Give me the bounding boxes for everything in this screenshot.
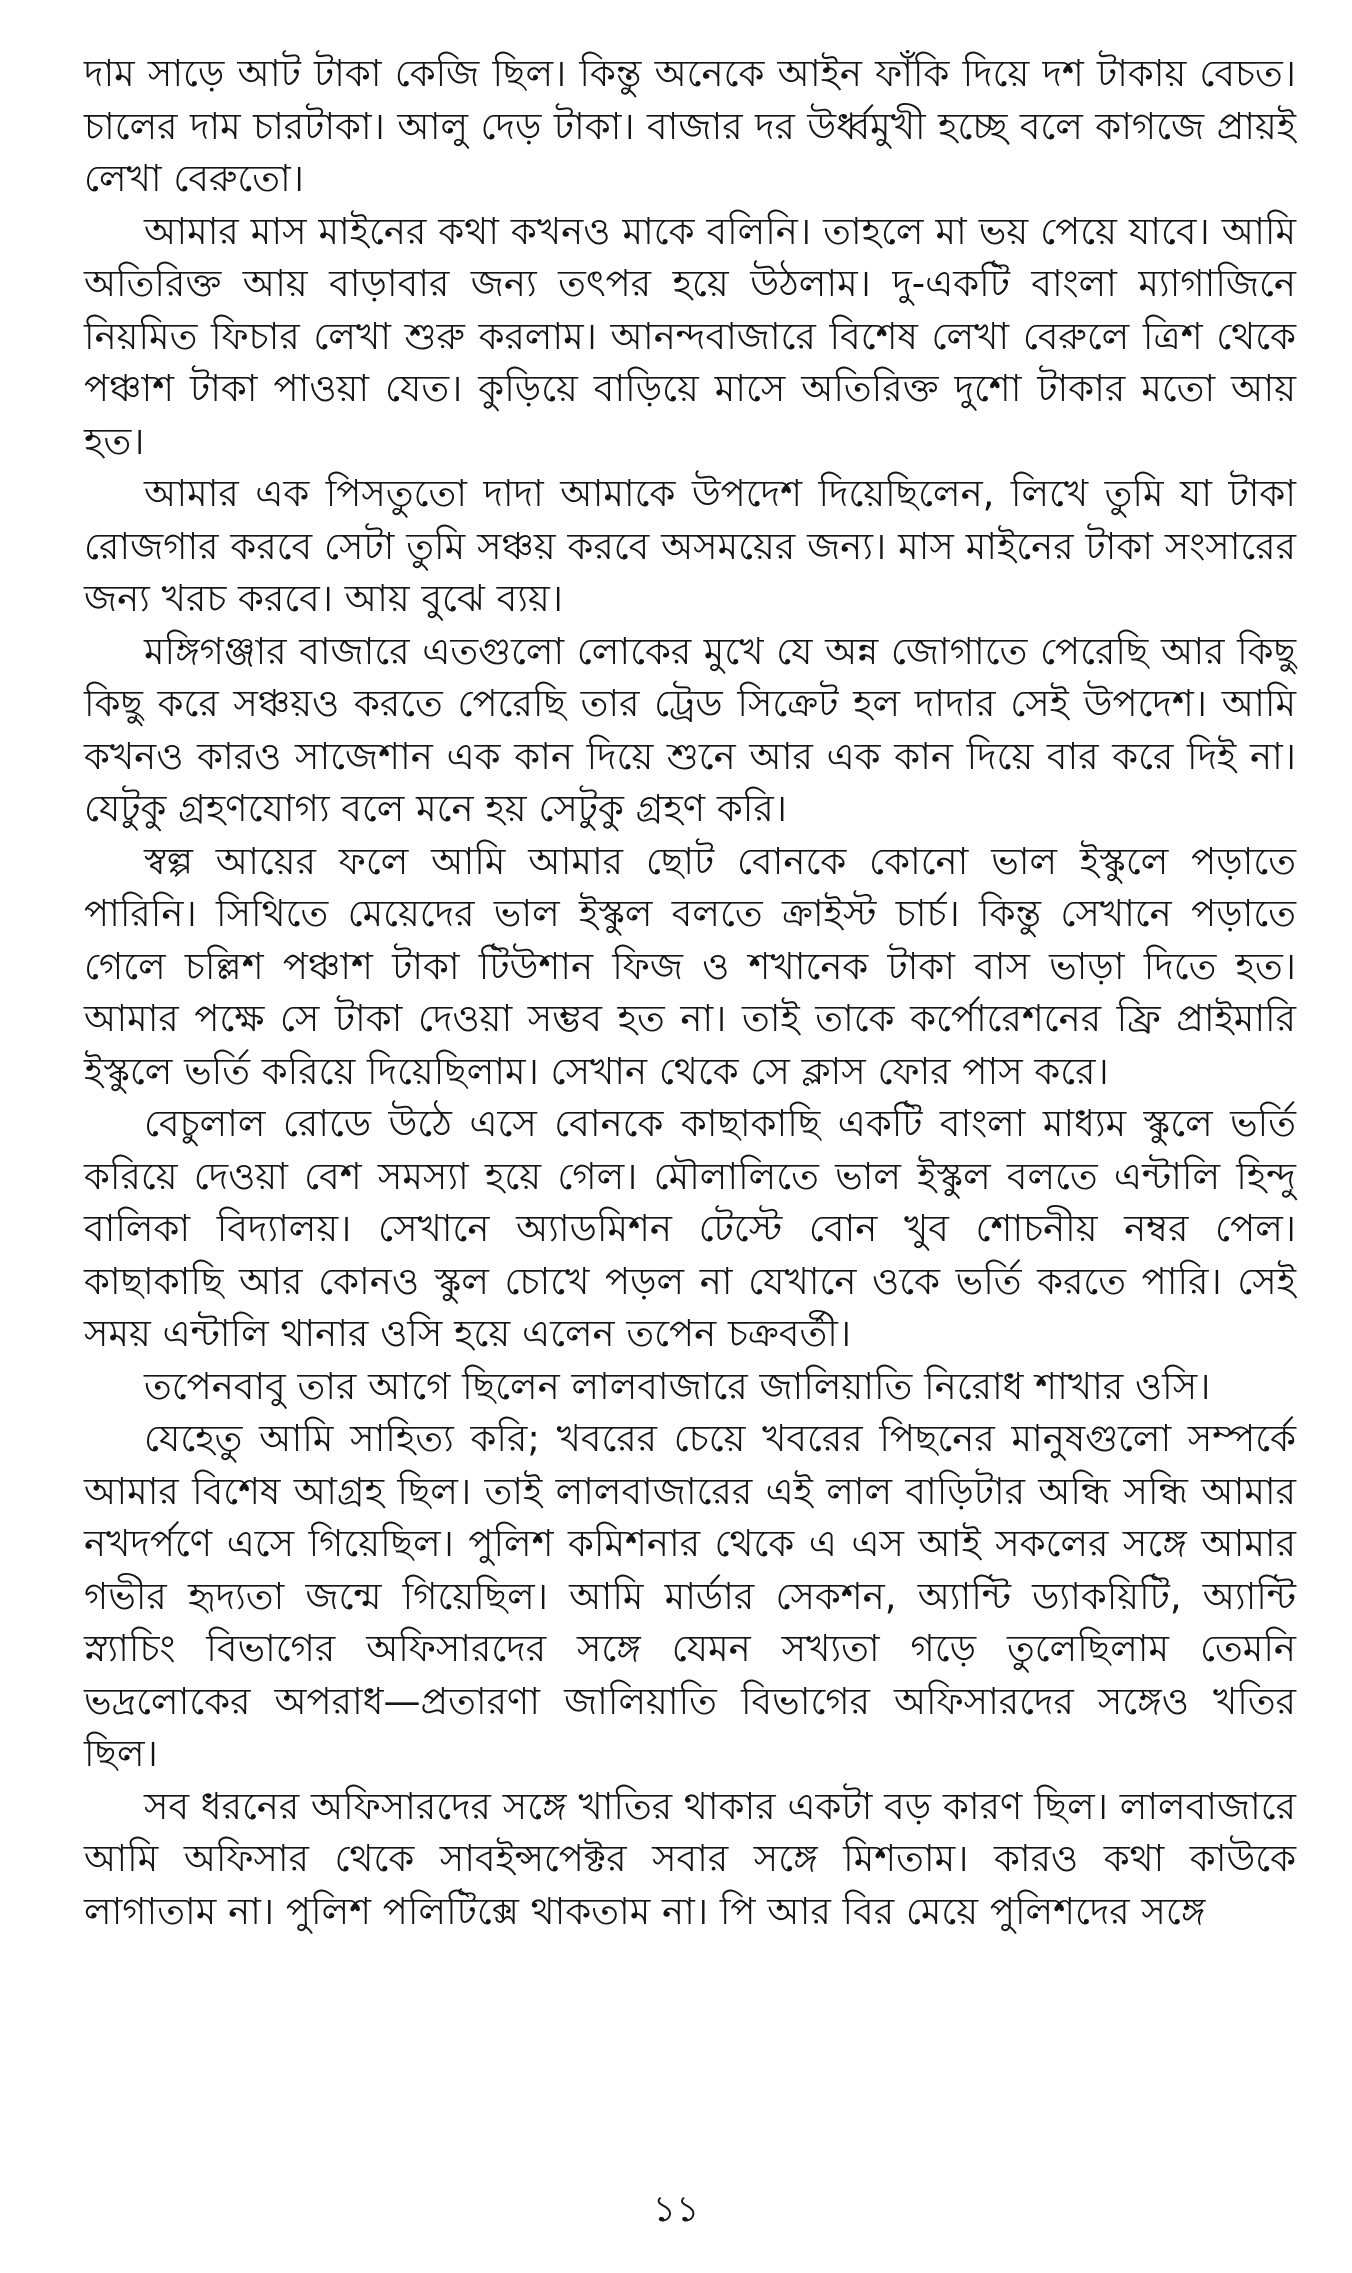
paragraph-2: আমার মাস মাইনের কথা কখনও মাকে বলিনি। তাহলে মা ভয় পেয়ে যাবে। আমি অতিরিক্ত আয় বাড়াবার জন্য তৎপর হয়ে উঠলাম। দু-একটি বাংলা ম্যাগাজিনে নিয়মিত ফিচার লেখা শুরু করলাম। আনন্দবাজারে বিশেষ লেখা বেরুলে ত্রিশ থেকে পঞ্চাশ টাকা পাওয়া যেত। কুড়িয়ে বাড়িয়ে মাসে অতিরিক্ত দুশো টাকার মতো আয় হত। [84, 209, 1296, 463]
paragraph-3: আমার এক পিসতুতো দাদা আমাকে উপদেশ দিয়েছিলেন, লিখে তুমি যা টাকা রোজগার করবে সেটা তুমি সঞ্চয় করবে অসময়ের জন্য। মাস মাইনের টাকা সংসারের জন্য খরচ করবে। আয় বুঝে ব্যয়। [84, 472, 1296, 620]
paragraph-9: সব ধরনের অফিসারদের সঙ্গে খাতির থাকার একটা বড় কারণ ছিল। লালবাজারে আমি অফিসার থেকে সাবইন্সপেক্টর সবার সঙ্গে মিশতাম। কারও কথা কাউকে লাগাতাম না। পুলিশ পলিটিক্সে থাকতাম না। পি আর বির মেয়ে পুলিশদের সঙ্গে [84, 1784, 1296, 1933]
paragraph-8: যেহেতু আমি সাহিত্য করি; খবরের চেয়ে খবরের পিছনের মানুষগুলো সম্পর্কে আমার বিশেষ আগ্রহ ছিল। তাই লালবাজারের এই লাল বাড়িটার অন্ধি সন্ধি আমার নখদর্পণে এসে গিয়েছিল। পুলিশ কমিশনার থেকে এ এস আই সকলের সঙ্গে আমার গভীর হৃদ্যতা জন্মে গিয়েছিল। আমি মার্ডার সেকশন, অ্যান্টি ড্যাকয়িটি, অ্যান্টি স্ন্যাচিং বিভাগের অফিসারদের সঙ্গে যেমন সখ্যতা গড়ে তুলেছিলাম তেমনি ভদ্রলোকের অপরাধ—প্রতারণা জালিয়াতি বিভাগের অফিসারদের সঙ্গেও খতির ছিল। [84, 1417, 1296, 1775]
page-number: ১১ [652, 2189, 700, 2230]
paragraph-5: স্বল্প আয়ের ফলে আমি আমার ছোট বোনকে কোনো ভাল ইস্কুলে পড়াতে পারিনি। সিথিতে মেয়েদের ভাল ইস্কুল বলতে ক্রাইস্ট চার্চ। কিন্তু সেখানে পড়াতে গেলে চল্লিশ পঞ্চাশ টাকা টিউশান ফিজ ও শখানেক টাকা বাস ভাড়া দিতে হত। আমার পক্ষে সে টাকা দেওয়া সম্ভব হত না। তাই তাকে কর্পোরেশনের ফ্রি প্রাইমারি ইস্কুলে ভর্তি করিয়ে দিয়েছিলাম। সেখান থেকে সে ক্লাস ফোর পাস করে। [84, 839, 1296, 1093]
page-body-text [84, 48, 1296, 1938]
paragraph-6: বেচুলাল রোডে উঠে এসে বোনকে কাছাকাছি একটি বাংলা মাধ্যম স্কুলে ভর্তি করিয়ে দেওয়া বেশ সমস্যা হয়ে গেল। মৌলালিতে ভাল ইস্কুল বলতে এন্টালি হিন্দু বালিকা বিদ্যালয়। সেখানে অ্যাডমিশন টেস্টে বোন খুব শোচনীয় নম্বর পেল। কাছাকাছি আর কোনও স্কুল চোখে পড়ল না যেখানে ওকে ভর্তি করতে পারি। সেই সময় এন্টালি থানার ওসি হয়ে এলেন তপেন চক্রবর্তী। [84, 1102, 1296, 1355]
paragraph-7: তপেনবাবু তার আগে ছিলেন লালবাজারে জালিয়াতি নিরোধ শাখার ওসি। [144, 1364, 1211, 1408]
paragraph-4: মঙ্গিগঞ্জার বাজারে এতগুলো লোকের মুখে যে অন্ন জোগাতে পেরেছি আর কিছু কিছু করে সঞ্চয়ও করতে পেরেছি তার ট্রেড সিক্রেট হল দাদার সেই উপদেশ। আমি কখনও কারও সাজেশান এক কান দিয়ে শুনে আর এক কান দিয়ে বার করে দিই না। যেটুকু গ্রহণযোগ্য বলে মনে হয় সেটুকু গ্রহণ করি। [84, 629, 1296, 830]
paragraph-1: দাম সাড়ে আট টাকা কেজি ছিল। কিন্তু অনেকে আইন ফাঁকি দিয়ে দশ টাকায় বেচত। চালের দাম চারটাকা। আলু দেড় টাকা। বাজার দর উর্ধ্বমুখী হচ্ছে বলে কাগজে প্রায়ই লেখা বেরুতো। [84, 52, 1296, 200]
